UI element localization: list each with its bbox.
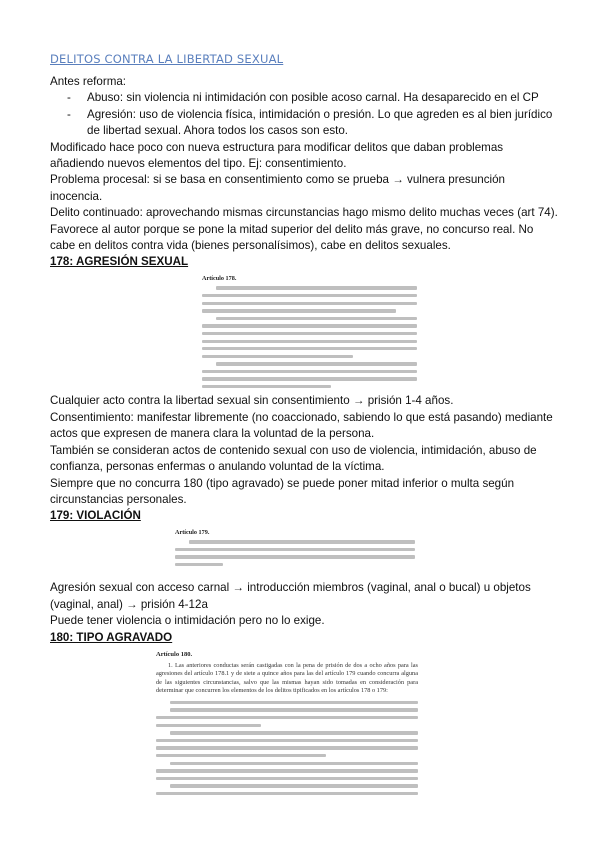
paragraph: Siempre que no concurra 180 (tipo agravado) se puede poner mitad inferior o multa según circunstancias personales.: [50, 476, 515, 506]
paragraph: Modificado hace poco con nueva estructura para modificar delitos que daban problemas añadiendo nuevos elementos del tipo. Ej: consentimiento.: [50, 140, 504, 171]
article-label: Artículo 178.: [202, 275, 237, 283]
paragraph: Consentimiento: manifestar libremente (no coaccionado, sabiendo lo que está pasando) mediante actos que expresen de manera clara la voluntad de la persona.: [50, 410, 553, 441]
list-item: - Abuso: sin violencia ni intimidación con posible acoso carnal. Ha desaparecido en el CP: [67, 91, 539, 105]
antes-reforma-label: Antes reforma:: [50, 75, 127, 88]
article-180-image: [156, 651, 418, 796]
paragraph: Problema procesal: si se basa en consentimiento como se prueba → vulnera presunción inocencia.: [50, 173, 505, 203]
bullet-list: [50, 90, 560, 139]
paragraph: También se consideran actos de contenido sexual con uso de violencia, intimidación, abuso de confianza, personas enfermas o anulando voluntad de la víctima.: [50, 443, 537, 474]
paragraph: Delito continuado: aprovechando mismas circunstancias hago mismo delito muchas veces (art 74). Favorece al autor porque se pone la mitad superior del delito más grave, no concurso real. No cabe en delitos contra vida (bienes personalísimos), cabe en delitos sexuales.: [50, 206, 558, 253]
article-label: Artículo 180.: [156, 650, 193, 658]
list-item: - Agresión: uso de violencia física, intimidación o presión. Lo que agreden es al bien jurídico de libertad sexual. Ahora todos los casos son esto.: [67, 107, 553, 138]
article-text: 1. Las anteriores conductas serán castigadas con la pena de prisión de dos a ocho años para las agresiones del artículo 178.1 y de siete a quince años para las del artículo 179 cuando concurra alguna de las siguientes circunstancias, salvo que las mismas hayan sido tomadas en consideración para determinar que concurren los elementos de los delitos tipificados en los artículos 178 o 179:: [156, 661, 418, 695]
article-label: Artículo 179.: [175, 529, 210, 537]
section-heading-180: 180: TIPO AGRAVADO: [50, 630, 173, 644]
section-heading-178: 178: AGRESIÓN SEXUAL: [50, 255, 189, 269]
article-179-image: [175, 529, 415, 574]
document-title: DELITOS CONTRA LA LIBERTAD SEXUAL: [50, 52, 284, 66]
article-178-image: [202, 275, 417, 387]
paragraph: Puede tener violencia o intimidación pero no lo exige.: [50, 614, 325, 628]
document-page: [50, 52, 560, 801]
paragraph: Agresión sexual con acceso carnal → introducción miembros (vaginal, anal o bucal) u objetos (vaginal, anal) → prisión 4-12a: [50, 581, 531, 611]
paragraph: Cualquier acto contra la libertad sexual sin consentimiento → prisión 1-4 años.: [50, 394, 454, 408]
section-heading-179: 179: VIOLACIÓN: [50, 509, 141, 523]
